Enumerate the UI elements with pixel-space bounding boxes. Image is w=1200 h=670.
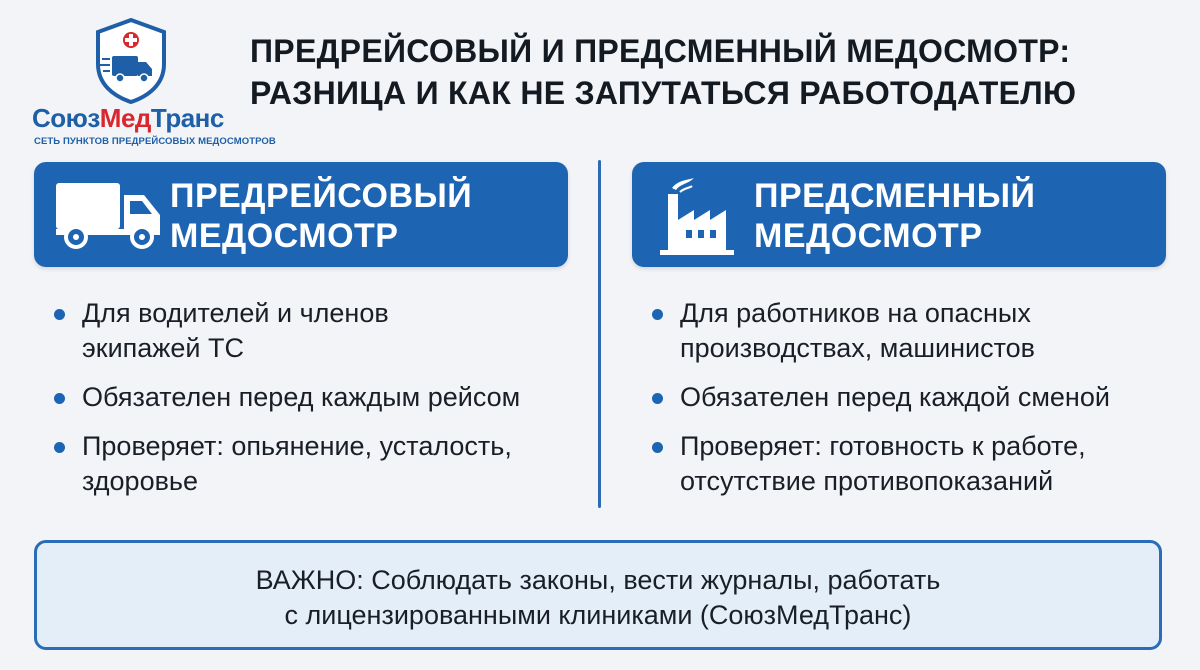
important-note-text xyxy=(37,563,1159,633)
list-item-line: производствах, машинистов xyxy=(680,333,1035,363)
pre-trip-heading-line1: ПРЕДРЕЙСОВЫЙ xyxy=(170,177,473,215)
pre-shift-heading-line2: МЕДОСМОТР xyxy=(754,217,983,255)
page-title xyxy=(250,30,1180,114)
brand-name-part1: Союз xyxy=(32,103,100,133)
bullet-dot-icon xyxy=(54,442,65,453)
column-divider xyxy=(598,160,601,508)
list-item-line: экипажей ТС xyxy=(82,333,244,363)
list-item xyxy=(52,429,592,499)
brand-tagline: СЕТЬ ПУНКТОВ ПРЕДРЕЙСОВЫХ МЕДОСМОТРОВ xyxy=(34,136,276,147)
pre-shift-heading-card xyxy=(632,162,1166,267)
pre-trip-heading xyxy=(170,176,472,256)
list-item-line: Проверяет: опьянение, усталость, xyxy=(82,431,512,461)
pre-trip-heading-card xyxy=(34,162,568,267)
brand-name-part3: Транс xyxy=(150,103,224,133)
list-item-line: здоровье xyxy=(82,466,199,496)
pre-trip-points-list xyxy=(52,296,592,513)
list-item xyxy=(650,429,1190,499)
bullet-dot-icon xyxy=(54,309,65,320)
list-item xyxy=(650,296,1190,366)
list-item xyxy=(650,380,1190,415)
list-item-line: Для работников на опасных xyxy=(680,298,1031,328)
pre-shift-heading-line1: ПРЕДСМЕННЫЙ xyxy=(754,177,1036,215)
shield-truck-cross-logo-icon xyxy=(94,18,168,104)
list-item xyxy=(52,296,592,366)
list-item-line: Проверяет: готовность к работе, xyxy=(680,431,1086,461)
brand-logo xyxy=(22,18,276,147)
bullet-dot-icon xyxy=(652,393,663,404)
page-title-line1: ПРЕДРЕЙСОВЫЙ И ПРЕДСМЕННЫЙ МЕДОСМОТР: xyxy=(250,33,1071,69)
list-item-line: Обязателен перед каждым рейсом xyxy=(82,382,521,412)
list-item xyxy=(52,380,592,415)
truck-icon xyxy=(52,179,164,251)
bullet-dot-icon xyxy=(652,442,663,453)
list-item-line: Обязателен перед каждой сменой xyxy=(680,382,1110,412)
page-title-line2: РАЗНИЦА И КАК НЕ ЗАПУТАТЬСЯ РАБОТОДАТЕЛЮ xyxy=(250,75,1077,111)
pre-trip-heading-line2: МЕДОСМОТР xyxy=(170,217,399,255)
list-item-line: Для водителей и членов xyxy=(82,298,389,328)
pre-shift-points-list xyxy=(650,296,1190,513)
bullet-dot-icon xyxy=(652,309,663,320)
list-item-line: отсутствие противопоказаний xyxy=(680,466,1054,496)
brand-name-part2: Мед xyxy=(99,103,151,133)
important-note-line1: ВАЖНО: Соблюдать законы, вести журналы, работать xyxy=(255,565,941,595)
important-note-line2: с лицензированными клиниками (СоюзМедТранс) xyxy=(284,600,912,630)
bullet-dot-icon xyxy=(54,393,65,404)
important-note-box xyxy=(34,540,1162,650)
brand-name xyxy=(32,104,224,132)
factory-icon xyxy=(650,174,740,258)
pre-shift-heading xyxy=(754,176,1035,256)
